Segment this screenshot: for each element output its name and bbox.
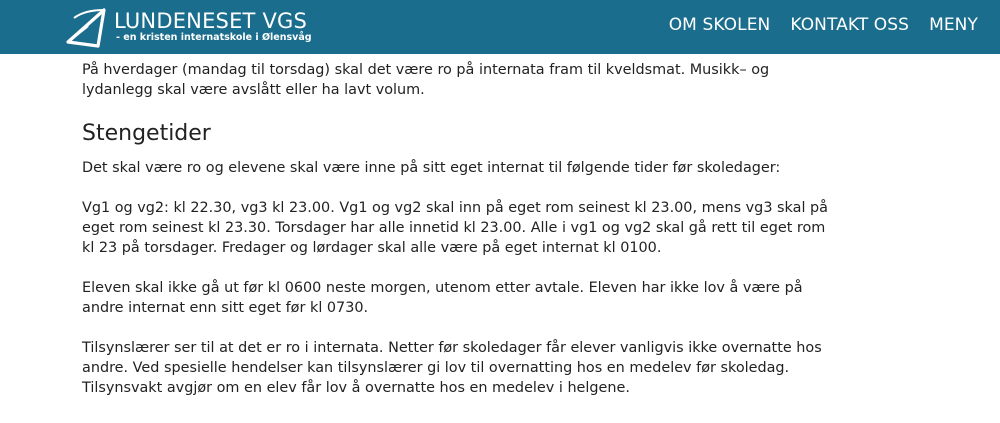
intro-paragraph: På hverdager (mandag til torsdag) skal det være ro på internata fram til kveldsmat. Musikk– og lydanlegg skal være avslått eller ha lavt volum. — [82, 62, 770, 98]
logo-title: LUNDENESET VGS — [114, 9, 308, 33]
paragraph-morning-rules: Eleven skal ikke gå ut før kl 0600 neste morgen, utenom etter avtale. Eleven har ikke lov å være på andre internat enn sitt eget før kl 0730. — [82, 280, 803, 316]
main-nav — [649, 0, 978, 50]
logo-tagline: - en kristen internatskole i Ølensvåg — [116, 32, 312, 43]
section-heading: Stengetider — [82, 121, 211, 146]
paragraph-closing-intro: Det skal være ro og elevene skal være inne på sitt eget internat til følgende tider før skoledager: — [82, 160, 781, 176]
main-content — [82, 60, 842, 418]
nav-kontakt-oss[interactable]: KONTAKT OSS — [790, 15, 910, 35]
logo-text — [114, 10, 312, 44]
top-navigation-bar — [0, 0, 1000, 54]
triangle-logo-icon — [64, 6, 108, 48]
site-logo-link[interactable] — [64, 6, 312, 48]
paragraph-supervision: Tilsynslærer ser til at det er ro i internata. Netter før skoledager får elever vanligvis ikke overnatte hos andre. Ved spesielle hendelser kan tilsynslærer gi lov til overnatting hos en medelev før skoledag. Tilsynsvakt avgjør om en elev får lov å overnatte hos en medelev i helgene. — [82, 340, 822, 396]
paragraph-curfew-times: Vg1 og vg2: kl 22.30, vg3 kl 23.00. Vg1 og vg2 skal inn på eget rom seinest kl 23.00, mens vg3 skal på eget rom seinest kl 23.30. Torsdager har alle innetid kl 23.00. Alle i vg1 og vg2 skal gå rett til eget rom kl 23 på torsdager. Fredager og lørdager skal alle være på eget internat kl 0100. — [82, 200, 828, 256]
nav-meny[interactable]: MENY — [929, 15, 978, 35]
nav-om-skolen[interactable]: OM SKOLEN — [668, 15, 771, 35]
